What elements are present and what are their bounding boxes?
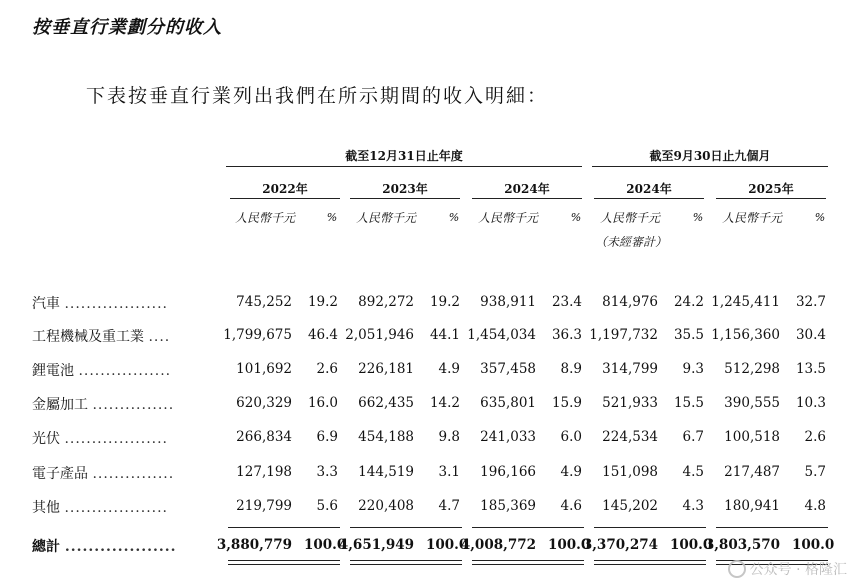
leader-dots: ................... xyxy=(64,500,169,516)
row-label xyxy=(32,463,212,483)
unit-label-2024-nine-months: 人民幣千元 xyxy=(599,211,660,225)
group-underline-annual xyxy=(226,166,582,167)
row-label-text: 電子產品 xyxy=(32,466,88,482)
leader-dots: .... xyxy=(148,329,171,345)
subtotal-rule xyxy=(594,527,706,528)
percent-cell: 9.3 xyxy=(682,361,704,377)
row-label xyxy=(32,326,212,346)
amount-cell: 151,098 xyxy=(602,464,658,480)
amount-cell: 226,181 xyxy=(358,361,414,377)
percent-cell: 4.9 xyxy=(560,464,582,480)
percent-cell: 5.6 xyxy=(316,498,338,514)
row-label-text: 鋰電池 xyxy=(32,363,74,379)
amount-cell: 180,941 xyxy=(724,498,780,514)
amount-cell: 241,033 xyxy=(480,429,536,445)
row-label xyxy=(32,428,212,448)
leader-dots: ............... xyxy=(92,466,175,482)
row-label-text: 總計 xyxy=(32,539,60,555)
percent-cell: 15.9 xyxy=(551,395,582,411)
percent-cell: 10.3 xyxy=(795,395,826,411)
year-underline-2023 xyxy=(350,198,460,199)
amount-cell: 185,369 xyxy=(480,498,536,514)
subtotal-rule xyxy=(716,527,828,528)
total-double-rule xyxy=(228,564,340,565)
percent-cell: 4.9 xyxy=(438,361,460,377)
group-header-annual: 截至12月31日止年度 xyxy=(345,149,463,163)
amount-cell: 1,245,411 xyxy=(711,294,780,310)
percent-cell: 19.2 xyxy=(307,294,338,310)
total-double-rule xyxy=(594,560,706,561)
amount-cell: 635,801 xyxy=(480,395,536,411)
percent-label-2022: % xyxy=(326,211,338,224)
percent-cell: 9.8 xyxy=(438,429,460,445)
amount-cell: 2,051,946 xyxy=(345,327,414,343)
year-header-2024: 2024年 xyxy=(504,182,550,196)
percent-cell: 4.3 xyxy=(682,498,704,514)
unit-label-2024: 人民幣千元 xyxy=(477,211,538,225)
amount-cell: 127,198 xyxy=(236,464,292,480)
total-double-rule xyxy=(350,564,462,565)
percent-cell: 4.8 xyxy=(804,498,826,514)
percent-cell: 100.0 xyxy=(792,537,835,553)
total-double-rule xyxy=(472,564,584,565)
percent-cell: 4.5 xyxy=(682,464,704,480)
amount-cell: 1,156,360 xyxy=(711,327,780,343)
amount-cell: 101,692 xyxy=(236,361,292,377)
row-label-total xyxy=(32,536,212,556)
amount-cell: 4,651,949 xyxy=(338,537,414,553)
year-underline-2024-nine-months xyxy=(594,198,704,199)
amount-cell: 219,799 xyxy=(236,498,292,514)
amount-cell: 4,008,772 xyxy=(460,537,536,553)
leader-dots: ................... xyxy=(64,296,169,312)
watermark xyxy=(728,559,847,579)
unaudited-note: （未經審計） xyxy=(595,235,668,249)
amount-cell: 512,298 xyxy=(724,361,780,377)
percent-cell: 13.5 xyxy=(795,361,826,377)
amount-cell: 224,534 xyxy=(602,429,658,445)
percent-cell: 44.1 xyxy=(429,327,460,343)
amount-cell: 196,166 xyxy=(480,464,536,480)
amount-cell: 938,911 xyxy=(480,294,536,310)
amount-cell: 357,458 xyxy=(480,361,536,377)
percent-label-2025-nine-months: % xyxy=(814,211,826,224)
percent-label-2024: % xyxy=(570,211,582,224)
percent-cell: 2.6 xyxy=(804,429,826,445)
percent-cell: 3.1 xyxy=(438,464,460,480)
amount-cell: 220,408 xyxy=(358,498,414,514)
subtotal-rule xyxy=(228,527,340,528)
percent-cell: 6.7 xyxy=(682,429,704,445)
amount-cell: 521,933 xyxy=(602,395,658,411)
amount-cell: 1,454,034 xyxy=(467,327,536,343)
percent-cell: 36.3 xyxy=(551,327,582,343)
amount-cell: 3,370,274 xyxy=(582,537,658,553)
leader-dots: ................... xyxy=(64,539,177,555)
percent-cell: 30.4 xyxy=(795,327,826,343)
amount-cell: 217,487 xyxy=(724,464,780,480)
leader-dots: ................... xyxy=(64,431,169,447)
amount-cell: 314,799 xyxy=(602,361,658,377)
row-label xyxy=(32,497,212,517)
percent-cell: 8.9 xyxy=(560,361,582,377)
percent-cell: 6.9 xyxy=(316,429,338,445)
section-heading: 按垂直行業劃分的收入 xyxy=(32,17,222,38)
row-label xyxy=(32,293,212,313)
row-label xyxy=(32,394,212,414)
row-label-text: 光伏 xyxy=(32,431,60,447)
percent-cell: 100.0 xyxy=(548,537,591,553)
amount-cell: 3,880,779 xyxy=(216,537,292,553)
percent-cell: 100.0 xyxy=(304,537,347,553)
unit-label-2023: 人民幣千元 xyxy=(355,211,416,225)
group-underline-nine-months xyxy=(592,166,828,167)
percent-label-2024-nine-months: % xyxy=(692,211,704,224)
percent-cell: 2.6 xyxy=(316,361,338,377)
row-label-text: 汽車 xyxy=(32,296,60,312)
amount-cell: 100,518 xyxy=(724,429,780,445)
percent-cell: 23.4 xyxy=(551,294,582,310)
amount-cell: 745,252 xyxy=(236,294,292,310)
wechat-icon xyxy=(728,560,746,578)
amount-cell: 1,799,675 xyxy=(223,327,292,343)
row-label-text: 金屬加工 xyxy=(32,397,88,413)
total-double-rule xyxy=(228,560,340,561)
percent-cell: 100.0 xyxy=(670,537,713,553)
percent-cell: 100.0 xyxy=(426,537,469,553)
subtotal-rule xyxy=(350,527,462,528)
total-double-rule xyxy=(472,560,584,561)
percent-cell: 35.5 xyxy=(673,327,704,343)
row-label xyxy=(32,360,212,380)
amount-cell: 144,519 xyxy=(358,464,414,480)
percent-cell: 4.6 xyxy=(560,498,582,514)
amount-cell: 3,803,570 xyxy=(704,537,780,553)
percent-cell: 16.0 xyxy=(307,395,338,411)
amount-cell: 266,834 xyxy=(236,429,292,445)
amount-cell: 1,197,732 xyxy=(589,327,658,343)
amount-cell: 390,555 xyxy=(724,395,780,411)
percent-cell: 4.7 xyxy=(438,498,460,514)
watermark-text: 公众号 · 格隆汇 xyxy=(749,562,847,578)
leader-dots: ............... xyxy=(92,397,175,413)
amount-cell: 454,188 xyxy=(358,429,414,445)
year-header-2024-nine-months: 2024年 xyxy=(626,182,672,196)
percent-cell: 6.0 xyxy=(560,429,582,445)
total-double-rule xyxy=(594,564,706,565)
unit-label-2022: 人民幣千元 xyxy=(234,211,295,225)
amount-cell: 892,272 xyxy=(358,294,414,310)
percent-cell: 19.2 xyxy=(429,294,460,310)
year-underline-2022 xyxy=(230,198,340,199)
intro-paragraph: 下表按垂直行業列出我們在所示期間的收入明細： xyxy=(86,85,549,107)
leader-dots: ................. xyxy=(78,363,172,379)
subtotal-rule xyxy=(472,527,584,528)
percent-cell: 14.2 xyxy=(429,395,460,411)
row-label-text: 其他 xyxy=(32,500,60,516)
group-header-nine-months: 截至9月30日止九個月 xyxy=(649,149,771,163)
percent-label-2023: % xyxy=(448,211,460,224)
total-double-rule xyxy=(350,560,462,561)
year-header-2023: 2023年 xyxy=(382,182,428,196)
percent-cell: 3.3 xyxy=(316,464,338,480)
percent-cell: 5.7 xyxy=(804,464,826,480)
percent-cell: 32.7 xyxy=(795,294,826,310)
unit-label-2025-nine-months: 人民幣千元 xyxy=(721,211,782,225)
year-header-2025-nine-months: 2025年 xyxy=(748,182,794,196)
year-underline-2024 xyxy=(472,198,582,199)
row-label-text: 工程機械及重工業 xyxy=(32,329,144,345)
percent-cell: 15.5 xyxy=(673,395,704,411)
amount-cell: 814,976 xyxy=(602,294,658,310)
percent-cell: 46.4 xyxy=(307,327,338,343)
year-header-2022: 2022年 xyxy=(262,182,308,196)
year-underline-2025-nine-months xyxy=(716,198,826,199)
amount-cell: 620,329 xyxy=(236,395,292,411)
amount-cell: 145,202 xyxy=(602,498,658,514)
percent-cell: 24.2 xyxy=(673,294,704,310)
amount-cell: 662,435 xyxy=(358,395,414,411)
